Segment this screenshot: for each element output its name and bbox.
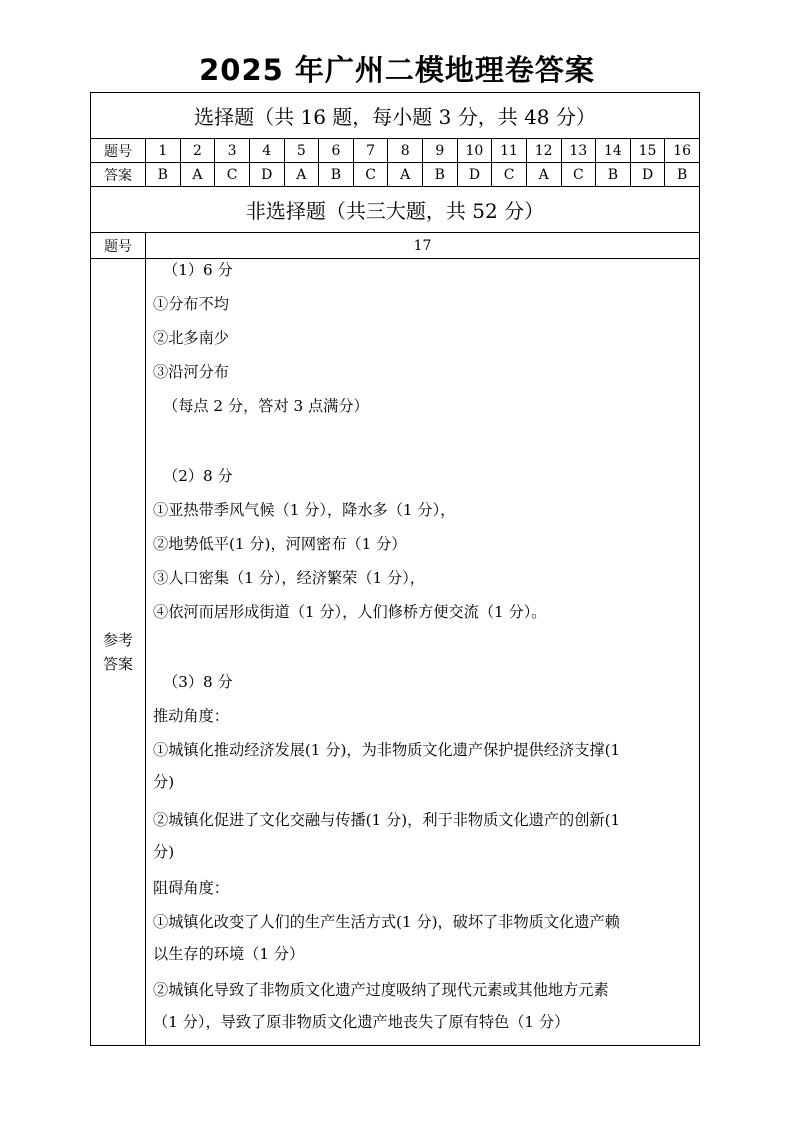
mc-answer: D: [631, 163, 666, 186]
mc-answer: C: [354, 163, 389, 186]
mc-number: 8: [388, 139, 423, 162]
mc-number: 11: [492, 139, 527, 162]
answer-line: ②地势低平(1 分)，河网密布（1 分）: [153, 535, 407, 553]
question-number: 17: [413, 237, 432, 254]
free-section-header: 非选择题（共三大题，共 52 分）: [91, 187, 699, 233]
answer-line: （每点 2 分，答对 3 点满分）: [163, 397, 369, 415]
mc-number: 5: [285, 139, 320, 162]
mc-number: 7: [354, 139, 389, 162]
answer-line: （3）8 分: [163, 673, 233, 691]
answer-line: ③沿河分布: [153, 363, 229, 381]
mc-answer: A: [527, 163, 562, 186]
mc-answer: C: [492, 163, 527, 186]
reference-answer-label-line1: 参考: [102, 631, 133, 649]
answer-line: ②北多南少: [153, 329, 229, 347]
reference-answer-area: [91, 259, 699, 1045]
mc-answer: C: [562, 163, 597, 186]
answer-line: 以生存的环境（1 分）: [153, 945, 305, 963]
answer-line: ④依河而居形成街道（1 分），人们修桥方便交流（1 分）。: [153, 603, 547, 621]
question-number-row: [91, 233, 699, 259]
mc-answer: B: [423, 163, 458, 186]
answer-line: 阻碍角度：: [153, 879, 229, 897]
mc-number: 6: [319, 139, 354, 162]
mc-number: 12: [527, 139, 562, 162]
mc-answer: C: [215, 163, 250, 186]
mc-answer: A: [181, 163, 216, 186]
mc-number: 4: [250, 139, 285, 162]
answer-line: ②城镇化促进了文化交融与传播(1 分)，利于非物质文化遗产的创新(1: [153, 811, 621, 829]
answer-line: ①分布不均: [153, 295, 229, 313]
mc-number: 15: [631, 139, 666, 162]
mc-answer: A: [388, 163, 423, 186]
mc-answer: D: [250, 163, 285, 186]
mc-number: 1: [146, 139, 181, 162]
answer-line: （1）6 分: [163, 261, 233, 279]
answer-line: 分): [153, 773, 175, 791]
mc-number: 2: [181, 139, 216, 162]
mc-answer: B: [596, 163, 631, 186]
answer-table: [90, 92, 700, 1046]
answer-line: 推动角度：: [153, 707, 229, 725]
mc-number-label: 题号: [91, 139, 146, 162]
mc-answer-row: [91, 163, 699, 187]
reference-answer-label-line2: 答案: [102, 655, 133, 673]
answer-line: （1 分），导致了原非物质文化遗产地丧失了原有特色（1 分）: [153, 1013, 570, 1031]
mc-answer: A: [285, 163, 320, 186]
question-number-label: 题号: [91, 233, 146, 258]
page-title: 2025 年广州二模地理卷答案: [199, 53, 595, 87]
answer-line: ①城镇化改变了人们的生产生活方式(1 分)，破坏了非物质文化遗产赖: [153, 913, 620, 931]
mc-answer-label: 答案: [91, 163, 146, 186]
reference-answer-label: [91, 259, 146, 1045]
answer-line: ①亚热带季风气候（1 分），降水多（1 分），: [153, 501, 456, 519]
mc-number: 10: [458, 139, 493, 162]
mc-number: 9: [423, 139, 458, 162]
answer-line: ①城镇化推动经济发展(1 分)，为非物质文化遗产保护提供经济支撑(1: [153, 741, 621, 759]
mc-answer: B: [677, 166, 688, 183]
answer-line: （2）8 分: [163, 467, 233, 485]
mc-number: 13: [562, 139, 597, 162]
mc-answer: B: [319, 163, 354, 186]
mc-number: 3: [215, 139, 250, 162]
mc-number-row: [91, 139, 699, 163]
answer-line: 分): [153, 843, 175, 861]
mc-section-header: 选择题（共 16 题，每小题 3 分，共 48 分）: [91, 93, 699, 139]
answer-line: ②城镇化导致了非物质文化遗产过度吸纳了现代元素或其他地方元素: [153, 981, 609, 999]
mc-answer: D: [458, 163, 493, 186]
mc-answer: B: [146, 163, 181, 186]
answer-line: ③人口密集（1 分），经济繁荣（1 分），: [153, 569, 425, 587]
mc-number: 16: [673, 142, 692, 159]
mc-number: 14: [596, 139, 631, 162]
